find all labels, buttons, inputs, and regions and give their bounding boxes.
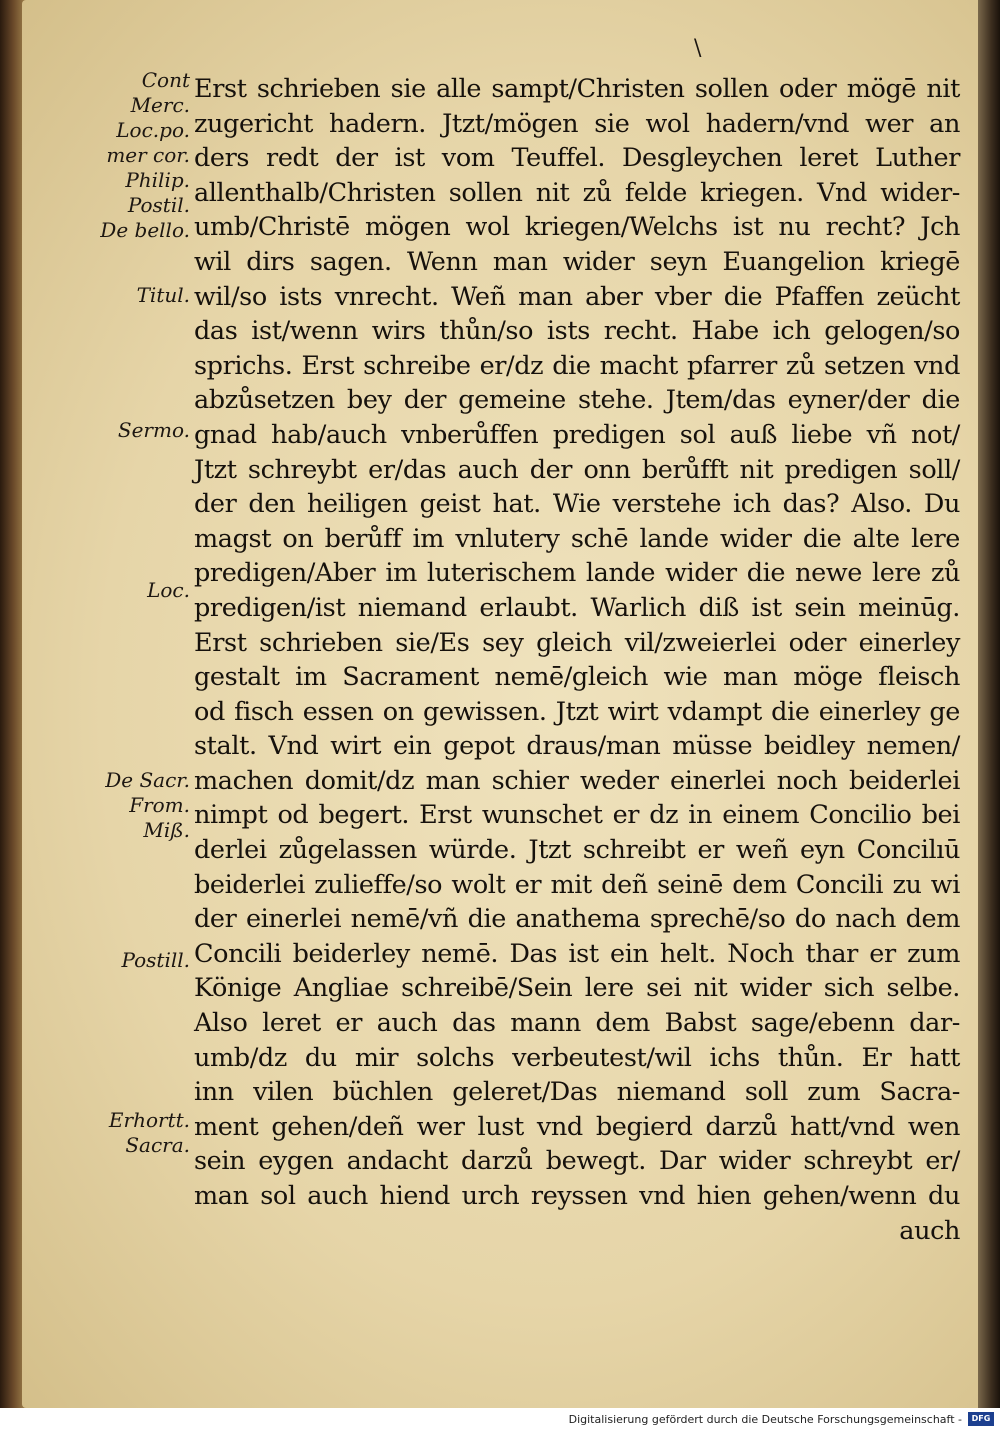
text-line: Erst schrieben sie alle sampt/Christen sollen oder mögē nit [194,74,960,104]
text-line: gestalt im Sacrament nemē/gleich wie man möge fleisch [194,662,960,693]
text-line: man sol auch hiend urch reyssen vnd hien gehen/wenn du [194,1181,960,1211]
margin-note: Postill. [121,948,190,972]
text-line: Könige Angliae schreibē/Sein lere sei nit wider sich selbe. [194,973,960,1004]
text-line: das ist/wenn wirs thůn/so ists recht. Habe ich gelogen/so [194,316,960,347]
text-line: auch [899,1215,960,1246]
funding-credit: Digitalisierung gefördert durch die Deutsche Forschungsgemeinschaft - [568,1413,962,1426]
margin-note: De Sacr. From. Miß. [105,768,190,842]
text-line: wil/so ists vnrecht. Weñ man aber vber die Pfaffen zeücht [194,281,960,312]
text-line: Concili beiderley nemē. Das ist ein helt. Noch thar er zum [194,938,960,969]
text-line: predigen/ist niemand erlaubt. Warlich diß ist sein meinūg. [194,592,960,623]
text-line: zugericht hadern. Jtzt/mögen sie wol hadern/vnd wer an [194,108,960,139]
text-line: sein eygen andacht darzů bewegt. Dar wider schreybt er/ [194,1146,960,1177]
text-line: Erst schrieben sie/Es sey gleich vil/zweierlei oder einerley [194,627,960,658]
text-line: gnad hab/auch vnberůffen predigen sol auß liebe vñ not/ [194,419,960,450]
text-line: od fisch essen on gewissen. Jtzt wirt vdampt die einerley ge [194,696,960,727]
text-line: predigen/Aber im luterischem lande wider die newe lere zů [194,558,960,589]
body-text [194,72,960,1248]
text-line: wil dirs sagen. Wenn man wider seyn Euangelion kriegē [194,246,960,277]
text-line: sprichs. Erst schreibe er/dz die macht pfarrer zů setzen vnd [194,350,960,381]
text-line: inn vilen büchlen geleret/Das niemand soll zum Sacra- [194,1077,960,1108]
text-line: nimpt od begert. Erst wunschet er dz in einem Concilio bei [194,800,960,831]
text-line: Also leret er auch das mann dem Babst sage/ebenn dar- [194,1008,960,1039]
footer-bar [0,1408,1000,1432]
margin-note: Erhortt. Sacra. [108,1108,190,1157]
margin-note: Cont Merc. Loc.po. mer cor. Philip. Postil. De bello. [100,68,190,242]
page-edge [978,0,1000,1408]
text-line: der den heiligen geist hat. Wie verstehe ich das? Also. Du [194,489,960,520]
text-line: umb/Christē mögen wol kriegen/Welchs ist nu recht? Jch [194,212,960,243]
dfg-logo: DFG [968,1412,994,1426]
text-line: allenthalb/Christen sollen nit zů felde kriegen. Vnd wider- [194,177,960,208]
page-mark: \ [694,36,702,61]
text-line: magst on berůff im vnlutery schē lande wider die alte lere [194,523,960,554]
text-line: derlei zůgelassen würde. Jtzt schreibt er weñ eyn Concilıū [194,835,960,866]
text-line: machen domit/dz man schier weder einerlei noch beiderlei [194,765,960,796]
text-line: beiderlei zulieffe/so wolt er mit deñ seinē dem Concili zu wi [194,869,960,900]
text-line: ment gehen/deñ wer lust vnd begierd darzů hatt/vnd wen [194,1111,960,1142]
text-line: stalt. Vnd wirt ein gepot draus/man müsse beidley nemen/ [194,731,960,762]
text-line: Jtzt schreybt er/das auch der onn berůfft nit predigen soll/ [194,454,960,485]
text-line: ders redt der ist vom Teuffel. Desgleychen leret Luther [194,143,960,174]
text-line: abzůsetzen bey der gemeine stehe. Jtem/das eyner/der die [194,385,960,416]
margin-note: Titul. [136,283,190,307]
paper-page [22,0,984,1408]
margin-note: Loc. [147,578,190,602]
margin-note: Sermo. [117,418,190,442]
text-line: der einerlei nemē/vñ die anathema sprechē/so do nach dem [194,904,960,935]
text-line: umb/dz du mir solchs verbeutest/wil ichs thůn. Er hatt [194,1042,960,1073]
